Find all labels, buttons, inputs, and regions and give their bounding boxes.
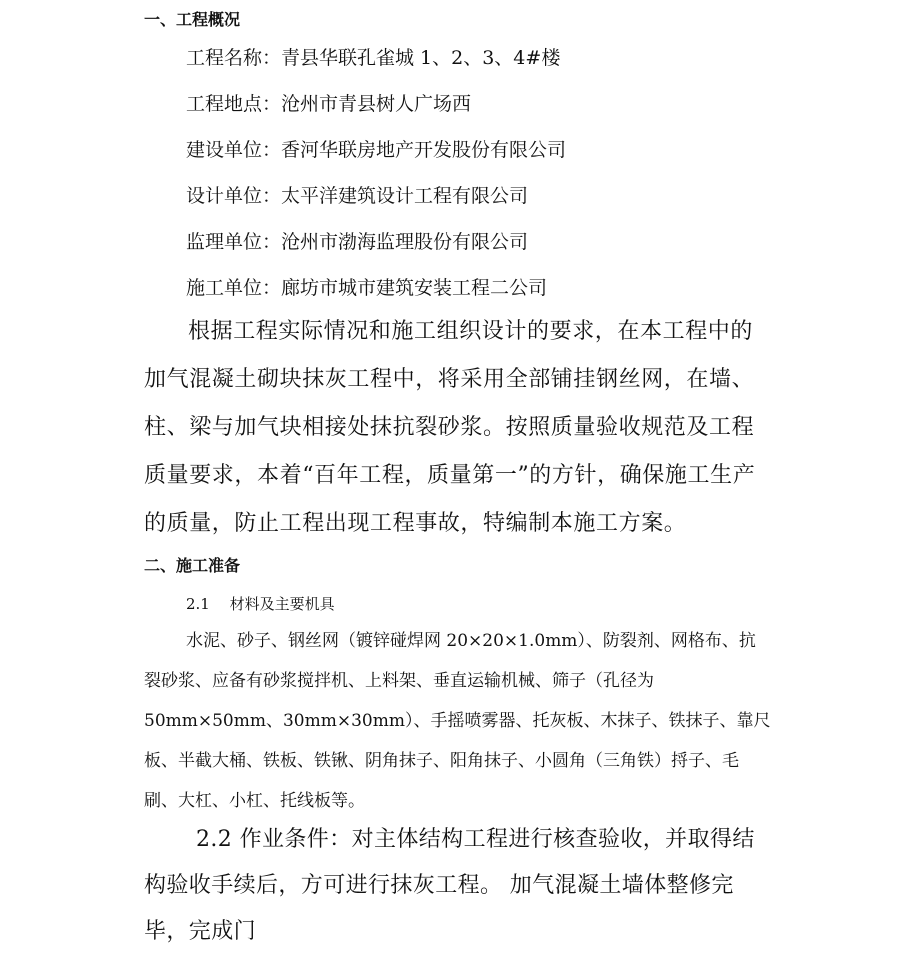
construction-unit: 建设单位：香河华联房地产开发股份有限公司 [186,139,567,161]
section-1-heading: 一、工程概况 [144,10,241,29]
project-name: 工程名称：青县华联孔雀城 1、2、3、4#楼 [186,47,561,69]
materials-paragraph: 水泥、砂子、钢丝网（镀锌碰焊网 20×20×1.0mm）、防裂剂、网格布、抗裂砂浆、应备有砂浆搅拌机、上料架、垂直运输机械、筛子（孔径为 50mm×50mm、30mm×30mm）、手摇喷雾器、托灰板、木抹子、铁抹子、靠尺板、半截大桶、铁板、铁锹、阴角抹子、阳角抹子、小圆角（三角铁）捋子、毛刷、大杠、小杠、托线板等。 [144,631,771,811]
subsection-2-1-title: 2.1 材料及主要机具 [186,595,335,613]
builder-unit: 施工单位：廊坊市城市建筑安装工程二公司 [186,277,548,299]
work-conditions-paragraph: 2.2 作业条件：对主体结构工程进行核查验收，并取得结构验收手续后，方可进行抹灰工程。 加气混凝土墙体整修完毕，完成门 [144,827,755,944]
overview-paragraph: 根据工程实际情况和施工组织设计的要求，在本工程中的加气混凝土砌块抹灰工程中，将采用全部铺挂钢丝网，在墙、柱、梁与加气块相接处抹抗裂砂浆。按照质量验收规范及工程质量要求，本着“百年工程，质量第一”的方针，确保施工生产的质量，防止工程出现工程事故，特编制本施工方案。 [144,319,756,536]
design-unit: 设计单位：太平洋建筑设计工程有限公司 [186,185,529,207]
section-2-heading: 二、施工准备 [144,556,241,575]
supervision-unit: 监理单位：沧州市渤海监理股份有限公司 [186,231,529,253]
project-location: 工程地点：沧州市青县树人广场西 [186,93,472,115]
